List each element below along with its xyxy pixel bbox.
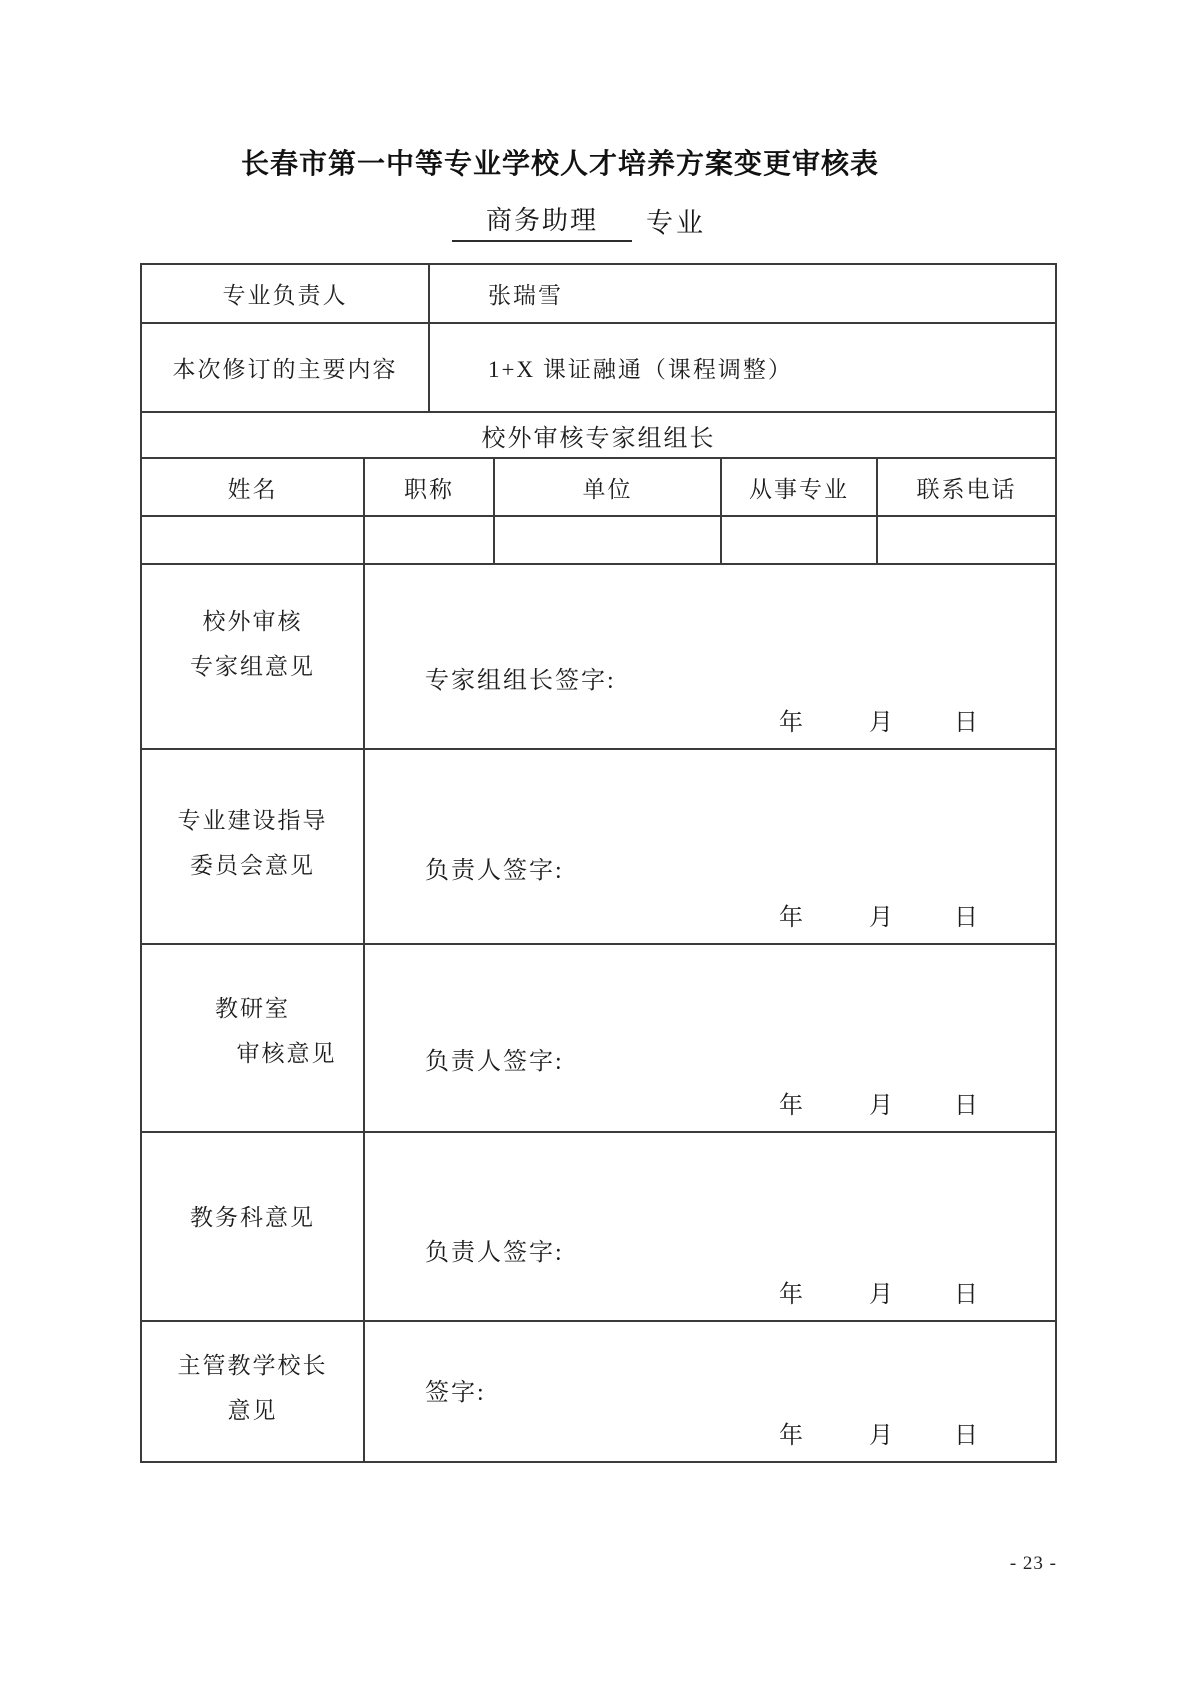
expert-empty-cell [495,517,722,563]
opinion-label-line: 专业建设指导 [177,807,328,833]
column-header-name: 姓名 [142,459,365,515]
opinion-content-area [365,565,1055,748]
opinion-content-area [365,1322,1055,1461]
opinion-label-line: 意见 [227,1397,278,1423]
table-row [142,413,1055,459]
expert-empty-cell [365,517,495,563]
day-label: 日 [954,1423,980,1449]
expert-empty-row [142,517,1055,565]
signature-label: 负责人签字: [425,1049,564,1075]
page-title: 长春市第一中等专业学校人才培养方案变更审核表 [240,148,879,179]
opinion-section-teaching-office [142,945,1055,1133]
opinion-section-committee [142,750,1055,945]
major-line [0,200,1199,240]
opinion-label-line: 教务科意见 [190,1205,315,1230]
opinion-label-line: 委员会意见 [190,852,315,878]
day-label: 日 [954,1282,980,1308]
date-line [365,1274,1055,1308]
field-value-major-leader: 张瑞雪 [488,283,563,308]
opinion-label-line: 校外审核 [202,608,303,634]
opinion-content-area [365,945,1055,1131]
signature-label: 签字: [425,1380,486,1406]
opinion-label [142,945,365,1131]
expert-group-header: 校外审核专家组组长 [481,425,716,452]
opinion-label-line: 教研室 [215,996,290,1021]
year-label: 年 [779,710,805,736]
opinion-section-vice-principal [142,1322,1055,1461]
year-label: 年 [779,1423,805,1449]
month-label: 月 [869,905,895,931]
column-header-profession: 从事专业 [722,459,878,515]
day-label: 日 [954,710,980,736]
opinion-content-area [365,1133,1055,1320]
major-name: 商务助理 [452,200,632,242]
date-line [365,897,1055,931]
review-form-table [140,263,1057,1463]
field-label-revision-content: 本次修订的主要内容 [142,324,430,411]
table-row [142,265,1055,324]
page-number: - 23 - [1009,1553,1057,1574]
column-header-phone: 联系电话 [916,476,1017,502]
date-line [365,1415,1055,1449]
expert-empty-cell [722,517,878,563]
day-label: 日 [954,905,980,931]
expert-empty-cell [878,517,1055,563]
year-label: 年 [779,1282,805,1308]
month-label: 月 [869,1093,895,1119]
day-label: 日 [954,1093,980,1119]
opinion-label-line: 专家组意见 [190,653,315,679]
opinion-section-academic-affairs [142,1133,1055,1322]
month-label: 月 [869,1423,895,1449]
expert-header-row [142,459,1055,517]
date-line [365,1085,1055,1119]
opinion-label [142,1322,365,1461]
month-label: 月 [869,710,895,736]
signature-label: 负责人签字: [425,858,564,884]
major-suffix-label: 专业 [646,208,706,238]
field-value-revision-content: 1+X 课证融通（课程调整） [488,357,793,382]
table-row [142,324,1055,413]
field-label-major-leader: 专业负责人 [142,265,430,322]
signature-label: 专家组组长签字: [425,668,616,694]
column-header-title: 职称 [365,459,495,515]
opinion-label [142,750,365,943]
opinion-label-line: 主管教学校长 [177,1352,328,1378]
signature-label: 负责人签字: [425,1240,564,1266]
opinion-label-line: 审核意见 [236,1041,337,1066]
column-header-unit: 单位 [495,459,722,515]
opinion-label [142,565,365,748]
year-label: 年 [779,905,805,931]
expert-empty-cell [142,517,365,563]
opinion-section-external-experts [142,565,1055,750]
date-line [365,702,1055,736]
month-label: 月 [869,1282,895,1308]
opinion-content-area [365,750,1055,943]
year-label: 年 [779,1093,805,1119]
opinion-label [142,1133,365,1320]
